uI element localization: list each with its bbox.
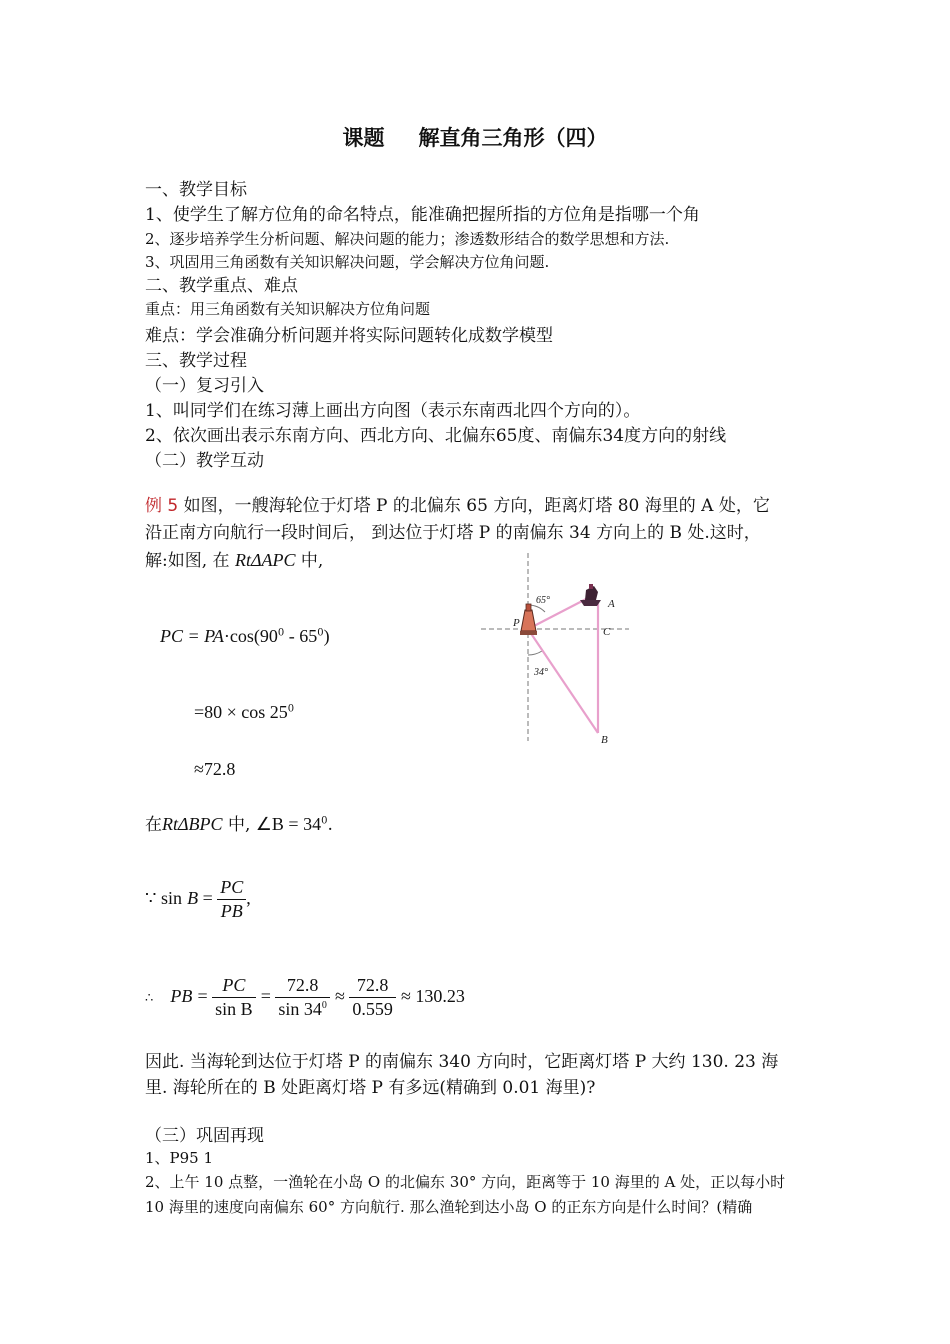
objective-item-1: 1、使学生了解方位角的命名特点，能准确把握所指的方位角是指哪一个角	[145, 205, 700, 225]
f1-den: sin B	[215, 999, 253, 1019]
fraction-pc-sinb	[212, 975, 256, 1020]
f2-den-deg: 0	[321, 1000, 327, 1011]
eq-lhs: PC = PA	[160, 626, 224, 646]
lighthouse-icon	[520, 604, 537, 635]
eq-minus: - 65	[284, 626, 318, 646]
bpc-prefix: 在	[145, 815, 162, 835]
bpc-line	[145, 810, 333, 835]
point-b-label: B	[601, 734, 608, 746]
part1-item-2: 2、依次画出表示东南方向、西北方向、北偏东65度、南偏东34度方向的射线	[145, 426, 727, 446]
f2-den-text: sin 34	[278, 999, 322, 1019]
part1-item-1: 1、叫同学们在练习薄上画出方向图（表示东南西北四个方向的）。	[145, 401, 641, 421]
fraction-sin34	[275, 975, 330, 1020]
result-value: ≈ 130.23	[400, 986, 465, 1006]
keypoints-heading: 二、教学重点、难点	[145, 276, 298, 296]
solution-line	[145, 546, 323, 571]
point-c-label: C	[603, 626, 611, 638]
equation-cos25	[194, 702, 294, 723]
angle-b-deg: 0	[321, 815, 328, 827]
part2-heading: （二）教学互动	[145, 451, 264, 471]
eq-deg-1: 0	[277, 627, 285, 639]
triangle-bpc: RtΔBPC	[162, 814, 223, 834]
part3-item-2-line-1: 2、上午 10 点整，一渔轮在小岛 O 的北偏东 30° 方向，距离等于 10 海里的 A 处，正以每小时	[145, 1173, 786, 1191]
process-heading: 三、教学过程	[145, 351, 247, 371]
page-title	[0, 122, 950, 152]
angle-arc-34	[528, 651, 542, 655]
therefore-line: ∴ PB = $\frac{PC}{\text{sin B}}$ = $\frac{72.8}{\sin 34^0}$ ≈ $\frac{72.8}{0.559}$ ≈ 130.23	[145, 975, 465, 1019]
point-p-label: P	[513, 617, 520, 629]
point-a-label: A	[608, 598, 615, 610]
f1-num: PC	[212, 975, 256, 998]
example-label: 例 5	[145, 496, 179, 516]
part1-heading: （一）复习引入	[145, 376, 264, 396]
eq-close: )	[323, 626, 330, 646]
therefore-symbol: ∴	[145, 990, 154, 1005]
pb-symbol: PB	[170, 986, 193, 1006]
because-sin: ∵ sin	[145, 888, 182, 908]
eq2-text: =80 × cos 25	[194, 702, 288, 722]
f2-den	[275, 998, 330, 1020]
equation-approx: ≈72.8	[194, 759, 236, 779]
bpc-end: .	[327, 815, 333, 835]
eq2-deg: 0	[287, 703, 295, 715]
keypoint-difficulty: 难点：学会准确分析问题并将实际问题转化成数学模型	[145, 326, 553, 346]
because-comma: ,	[246, 888, 251, 908]
part3-item-2-line-2: 10 海里的速度向南偏东 60° 方向航行. 那么渔轮到达小岛 O 的正东方向是什么时间？(精确	[145, 1198, 753, 1216]
fraction-pc-pb	[217, 877, 246, 922]
f3-num: 72.8	[349, 975, 396, 998]
bpc-mid: 中,	[222, 815, 256, 835]
because-b: B	[187, 888, 199, 908]
part3-item-1: 1、P95 1	[145, 1149, 214, 1167]
conclusion-line-2: 里. 海轮所在的 B 处距离灯塔 P 有多远(精确到 0.01 海里)?	[145, 1078, 596, 1098]
fraction-num: PC	[217, 877, 246, 900]
keypoint-focus: 重点：用三角函数有关知识解决方位角问题	[145, 300, 431, 318]
solution-prefix: 解:如图, 在	[145, 551, 230, 571]
angle-34-label: 34°	[534, 667, 548, 678]
equation-pc	[160, 626, 330, 647]
eq-cos: cos(90	[229, 626, 278, 646]
eq-dot: ·	[223, 626, 230, 646]
title-topic: 课题	[342, 125, 385, 150]
f3-den: 0.559	[352, 999, 393, 1019]
objective-item-2: 2、逐步培养学生分析问题、解决问题的能力；渗透数形结合的数学思想和方法.	[145, 230, 670, 248]
example-line-1	[145, 491, 770, 516]
line-pb	[530, 632, 598, 733]
because-line	[145, 877, 251, 922]
ship-icon	[580, 584, 601, 606]
conclusion-line-1: 因此. 当海轮到达位于灯塔 P 的南偏东 340 方向时，它距离灯塔 P 大约 130. 23 海	[145, 1052, 779, 1072]
triangle-apc: RtΔAPC	[234, 550, 296, 570]
f2-num: 72.8	[275, 975, 330, 998]
example-text-1: 如图，一艘海轮位于灯塔 P 的北偏东 65 方向，距离灯塔 80 海里的 A 处，它	[178, 496, 770, 516]
lighthouse-diagram	[476, 548, 636, 748]
fraction-0559	[349, 975, 396, 1020]
objective-item-3: 3、巩固用三角函数有关知识解决问题，学会解决方位角问题.	[145, 253, 550, 271]
angle-65-label: 65°	[536, 595, 550, 606]
because-eq: =	[198, 888, 218, 908]
angle-b: ∠B = 34	[255, 814, 322, 834]
objectives-heading: 一、教学目标	[145, 180, 247, 200]
fraction-den: PB	[220, 901, 243, 921]
example-line-2: 沿正南方向航行一段时间后， 到达位于灯塔 P 的南偏东 34 方向上的 B 处.这时，	[145, 523, 761, 543]
solution-suffix: 中,	[295, 551, 324, 571]
title-subject: 解直角三角形（四）	[418, 125, 608, 150]
part3-heading: （三）巩固再现	[145, 1126, 264, 1146]
eq-deg-2: 0	[317, 627, 324, 639]
